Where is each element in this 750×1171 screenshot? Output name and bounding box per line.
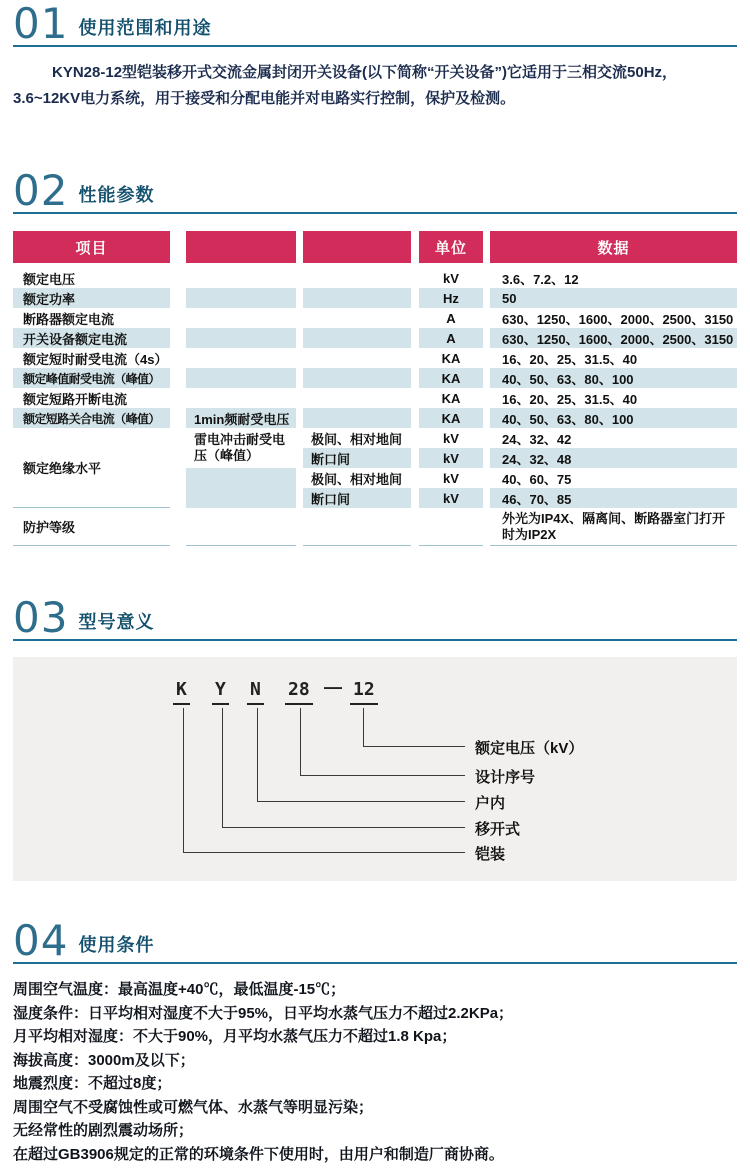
table-header-unit: 单位 (419, 231, 483, 263)
table-cell-blank (186, 508, 296, 546)
diagram-label-armored: 铠装 (475, 846, 506, 863)
table-cell-blank (419, 508, 483, 546)
table-cell-blank (303, 328, 411, 348)
section-2-header (13, 166, 737, 215)
table-cell-sub2: 极间、相对地间 (311, 431, 403, 447)
intro-paragraph: KYN28-12型铠装移开式交流金属封闭开关设备(以下简称“开关设备”)它适用于三相交流50Hz，3.6~12KV电力系统，用于接受和分配电能并对电路实行控制，保护及检测。 (13, 64, 678, 107)
section-2-title: 性能参数 (78, 185, 155, 205)
section-2-number: 02 (13, 166, 69, 215)
diagram-line (300, 775, 465, 776)
table-cell-sub1: 1min频耐受电压 (186, 408, 296, 428)
section-3-title: 型号意义 (78, 612, 155, 632)
table-cell-data: 16、20、25、31.5、40 (502, 391, 638, 407)
section-4-title: 使用条件 (78, 935, 155, 955)
table-cell-data: 630、1250、1600、2000、2500、3150 (490, 328, 737, 348)
condition-line: 海拔高度：3000m及以下； (13, 1051, 195, 1069)
table-cell-item: 断路器额定电流 (23, 311, 115, 327)
table-cell-item: 开关设备额定电流 (13, 328, 170, 348)
diagram-line (363, 708, 364, 746)
table-header-data: 数据 (490, 231, 737, 263)
table-cell-unit: kV (443, 430, 459, 446)
table-cell-data: 3.6、7.2、12 (502, 271, 579, 287)
table-cell-item-insulation: 额定绝缘水平 (13, 428, 170, 508)
diagram-line (363, 746, 465, 747)
model-symbol-12: 12 (350, 679, 378, 705)
section-3-header (13, 593, 737, 642)
table-cell-unit: Hz (419, 288, 483, 308)
table-cell-data: 40、50、63、80、100 (490, 368, 737, 388)
table-cell-unit: KA (419, 408, 483, 428)
section-1-title: 使用范围和用途 (78, 18, 212, 38)
diagram-line (257, 801, 465, 802)
table-header-blank-2 (303, 231, 411, 263)
table-header-blank-1 (186, 231, 296, 263)
condition-line: 在超过GB3906规定的正常的环境条件下使用时，由用户和制造厂商协商。 (13, 1145, 504, 1163)
condition-line: 地震烈度：不超过8度； (13, 1075, 172, 1092)
table-cell-data: 24、32、42 (502, 431, 572, 447)
table-cell-blank (303, 368, 411, 388)
diagram-label-design-serial: 设计序号 (475, 769, 536, 786)
table-cell-unit: A (446, 310, 456, 326)
table-cell-item: 额定短路关合电流（峰值） (13, 408, 170, 428)
section-1-number: 01 (13, 0, 69, 48)
diagram-label-withdrawable: 移开式 (475, 821, 521, 838)
condition-line: 湿度条件：日平均相对湿度不大于95%，日平均水蒸气压力不超过2.2KPa； (13, 1004, 514, 1022)
table-cell-blank (303, 408, 411, 428)
usage-conditions-list (13, 978, 737, 1166)
condition-line: 月平均相对湿度：不大于90%，月平均水蒸气压力不超过1.8 Kpa； (13, 1028, 457, 1045)
model-designation-diagram (13, 657, 737, 881)
table-cell-unit: kV (443, 270, 459, 286)
parameters-table (13, 231, 737, 546)
diagram-line (300, 708, 301, 775)
table-cell-blank (186, 468, 296, 508)
table-cell-unit: KA (441, 350, 461, 366)
section-1-header (13, 0, 737, 48)
diagram-line (257, 708, 258, 801)
condition-line: 周围空气不受腐蚀性或可燃气体、水蒸气等明显污染； (13, 1098, 374, 1116)
section-4-number: 04 (13, 916, 69, 965)
condition-line: 周围空气温度：最高温度+40℃，最低温度-15℃； (13, 981, 346, 998)
table-cell-data: 40、60、75 (502, 471, 572, 487)
table-cell-item: 额定功率 (13, 288, 170, 308)
table-cell-data: 24、32、48 (490, 448, 737, 468)
table-header-item: 项目 (13, 231, 170, 263)
table-cell-blank (186, 288, 296, 308)
diagram-label-rated-voltage: 额定电压（kV） (475, 740, 584, 757)
section-4-header (13, 916, 737, 965)
table-cell-sub2: 极间、相对地间 (311, 471, 403, 487)
model-symbol-Y: Y (212, 679, 229, 705)
table-cell-data: 16、20、25、31.5、40 (502, 351, 638, 367)
table-cell-item-protection: 防护等级 (13, 508, 170, 546)
diagram-line (183, 852, 465, 853)
table-cell-unit: kV (443, 470, 459, 486)
table-cell-sub1-lightning: 雷电冲击耐受电压（峰值） (194, 432, 286, 463)
table-cell-unit: kV (419, 488, 483, 508)
table-cell-blank (186, 368, 296, 388)
table-cell-data: 46、70、85 (490, 488, 737, 508)
table-cell-item: 额定短时耐受电流（4s） (23, 351, 168, 367)
table-cell-sub2: 断口间 (303, 488, 411, 508)
diagram-line (222, 827, 465, 828)
table-cell-blank (303, 508, 411, 546)
model-symbol-28: 28 (285, 679, 313, 705)
table-cell-blank (303, 288, 411, 308)
table-cell-unit: KA (441, 390, 461, 406)
table-cell-item: 额定短路开断电流 (23, 391, 128, 407)
table-cell-data-protection: 外光为IP4X、隔离间、断路器室门打开时为IP2X (490, 508, 737, 546)
section-3-number: 03 (13, 593, 69, 642)
model-dash: — (324, 677, 342, 697)
diagram-line (183, 708, 184, 852)
table-cell-item: 额定峰值耐受电流（峰值） (13, 368, 170, 388)
table-cell-unit: A (419, 328, 483, 348)
table-cell-sub2: 断口间 (303, 448, 411, 468)
table-cell-item: 额定电压 (23, 271, 76, 287)
diagram-label-indoor: 户内 (475, 795, 506, 812)
diagram-line (222, 708, 223, 827)
table-cell-data: 630、1250、1600、2000、2500、3150 (502, 311, 734, 327)
table-cell-data: 40、50、63、80、100 (490, 408, 737, 428)
condition-line: 无经常性的剧烈震动场所； (13, 1122, 194, 1139)
table-cell-blank (186, 328, 296, 348)
table-cell-unit: kV (419, 448, 483, 468)
model-symbol-K: K (173, 679, 190, 705)
table-cell-unit: KA (419, 368, 483, 388)
model-symbol-N: N (247, 679, 264, 705)
table-cell-data: 50 (490, 288, 737, 308)
